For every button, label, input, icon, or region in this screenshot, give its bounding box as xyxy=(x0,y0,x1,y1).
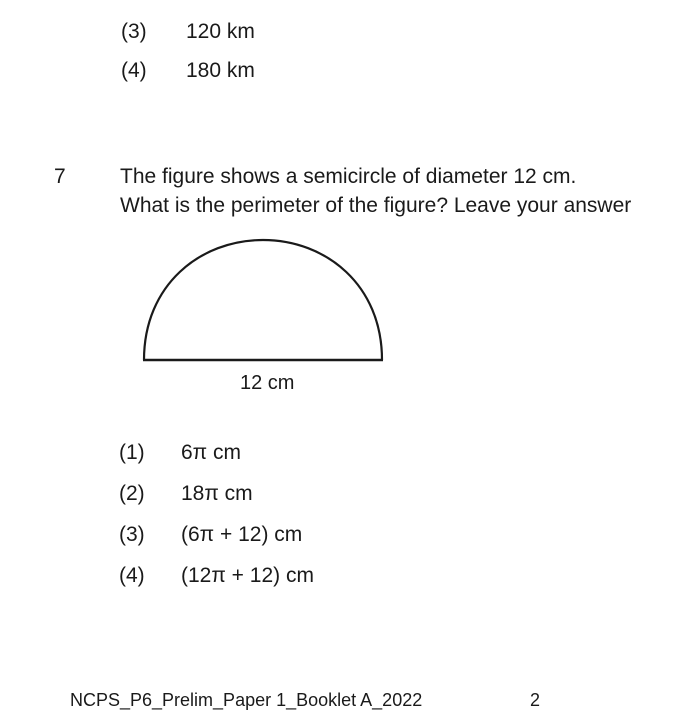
option-text: (12π + 12) cm xyxy=(181,564,314,587)
question-text-line-2: What is the perimeter of the figure? Leave your answer xyxy=(120,194,632,217)
footer-source: NCPS_P6_Prelim_Paper 1_Booklet A_2022 xyxy=(70,690,423,710)
option-text: (6π + 12) cm xyxy=(181,523,303,546)
cut-off-option-fragment xyxy=(120,0,126,10)
diameter-label: 12 cm xyxy=(240,372,295,394)
option-number: (4) xyxy=(119,564,145,587)
option-text: 6π cm xyxy=(181,441,241,464)
page-number: 2 xyxy=(530,690,541,710)
option-number: (2) xyxy=(119,482,145,505)
question-text-line-1: The figure shows a semicircle of diameter 12 cm. xyxy=(120,165,577,188)
option-text: 120 km xyxy=(186,20,255,43)
option-number: (1) xyxy=(119,441,145,464)
option-number: (3) xyxy=(121,20,147,43)
semicircle-arc xyxy=(144,240,382,360)
semicircle-figure xyxy=(130,225,400,375)
option-number: (3) xyxy=(119,523,145,546)
option-text: 180 km xyxy=(186,59,255,82)
question-number: 7 xyxy=(54,165,66,188)
option-number: (4) xyxy=(121,59,147,82)
option-text: 18π cm xyxy=(181,482,253,505)
